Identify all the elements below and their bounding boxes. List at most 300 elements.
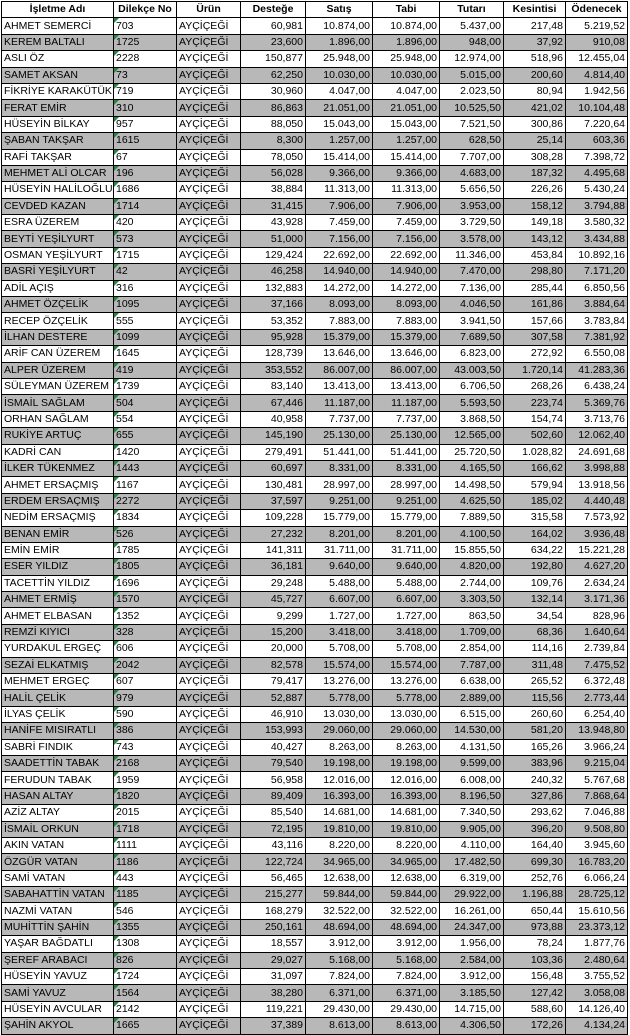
cell-deduction: 37,92 [504,34,566,50]
cell-sales: 12.016,00 [306,772,373,788]
cell-amount: 10.525,50 [440,100,504,116]
cell-deduction: 25,14 [504,133,566,149]
table-row [2,18,628,34]
cell-subject-to: 5.708,00 [373,641,440,657]
cell-support-qty: 145,190 [241,428,306,444]
cell-deduction: 588,60 [504,1001,566,1017]
cell-subject-to: 3.912,00 [373,936,440,952]
cell-deduction: 114,16 [504,641,566,657]
cell-petition-no: 1645 [114,346,177,362]
cell-sales: 19.810,00 [306,821,373,837]
cell-petition-no: 743 [114,739,177,755]
cell-sales: 13.413,00 [306,378,373,394]
cell-product: AYÇİÇEĞİ [177,280,241,296]
cell-deduction: 285,44 [504,280,566,296]
cell-deduction: 293,62 [504,805,566,821]
cell-petition-no: 2272 [114,493,177,509]
cell-product: AYÇİÇEĞİ [177,739,241,755]
cell-support-qty: 36,181 [241,559,306,575]
cell-amount: 4.110,00 [440,837,504,853]
cell-product: AYÇİÇEĞİ [177,510,241,526]
cell-product: AYÇİÇEĞİ [177,51,241,67]
cell-payable: 7.220,64 [566,116,628,132]
cell-petition-no: 1570 [114,592,177,608]
cell-sales: 29.430,00 [306,1001,373,1017]
cell-deduction: 156,48 [504,969,566,985]
cell-amount: 7.340,50 [440,805,504,821]
cell-petition-no: 2015 [114,805,177,821]
table-row [2,690,628,706]
cell-petition-no: 2168 [114,755,177,771]
cell-support-qty: 72,195 [241,821,306,837]
cell-deduction: 1.720,14 [504,362,566,378]
cell-deduction: 1.028,82 [504,444,566,460]
cell-deduction: 157,66 [504,313,566,329]
cell-support-qty: 40,958 [241,411,306,427]
cell-payable: 910,08 [566,34,628,50]
cell-petition-no: 1099 [114,329,177,345]
cell-name: RAFİ TAKŞAR [2,149,114,165]
cell-product: AYÇİÇEĞİ [177,887,241,903]
cell-subject-to: 51.441,00 [373,444,440,460]
cell-subject-to: 8.263,00 [373,739,440,755]
cell-name: İSMAİL SAĞLAM [2,395,114,411]
cell-sales: 8.093,00 [306,297,373,313]
cell-sales: 10.030,00 [306,67,373,83]
cell-petition-no: 386 [114,723,177,739]
cell-subject-to: 9.640,00 [373,559,440,575]
cell-support-qty: 40,427 [241,739,306,755]
cell-petition-no: 1443 [114,460,177,476]
cell-petition-no: 1715 [114,247,177,263]
cell-amount: 7.470,00 [440,264,504,280]
cell-amount: 3.578,00 [440,231,504,247]
cell-payable: 15.221,28 [566,542,628,558]
cell-amount: 14.715,00 [440,1001,504,1017]
cell-amount: 5.015,00 [440,67,504,83]
cell-name: AKIN VATAN [2,837,114,853]
cell-subject-to: 9.366,00 [373,165,440,181]
cell-amount: 7.689,50 [440,329,504,345]
table-body [2,18,628,1034]
cell-amount: 4.165,50 [440,460,504,476]
cell-payable: 2.739,84 [566,641,628,657]
cell-deduction: 518,96 [504,51,566,67]
cell-deduction: 78,24 [504,936,566,952]
cell-product: AYÇİÇEĞİ [177,854,241,870]
cell-deduction: 272,92 [504,346,566,362]
cell-support-qty: 109,228 [241,510,306,526]
cell-petition-no: 310 [114,100,177,116]
cell-deduction: 260,60 [504,706,566,722]
cell-payable: 23.373,12 [566,919,628,935]
cell-subject-to: 25.130,00 [373,428,440,444]
cell-sales: 21.051,00 [306,100,373,116]
cell-payable: 1.877,76 [566,936,628,952]
cell-amount: 5.593,50 [440,395,504,411]
cell-support-qty: 38,884 [241,182,306,198]
cell-sales: 7.156,00 [306,231,373,247]
cell-sales: 34.965,00 [306,854,373,870]
cell-name: BENAN EMİR [2,526,114,542]
cell-subject-to: 11.313,00 [373,182,440,198]
cell-name: AZİZ ALTAY [2,805,114,821]
cell-sales: 7.824,00 [306,969,373,985]
cell-name: ŞEREF ARABACI [2,952,114,968]
cell-subject-to: 8.331,00 [373,460,440,476]
cell-support-qty: 56,958 [241,772,306,788]
table-row [2,428,628,444]
cell-petition-no: 554 [114,411,177,427]
cell-subject-to: 7.824,00 [373,969,440,985]
cell-petition-no: 1352 [114,608,177,624]
cell-deduction: 307,58 [504,329,566,345]
cell-support-qty: 86,863 [241,100,306,116]
cell-support-qty: 353,552 [241,362,306,378]
cell-subject-to: 8.220,00 [373,837,440,853]
cell-subject-to: 3.418,00 [373,624,440,640]
cell-support-qty: 37,597 [241,493,306,509]
cell-product: AYÇİÇEĞİ [177,575,241,591]
cell-payable: 7.398,72 [566,149,628,165]
cell-subject-to: 25.948,00 [373,51,440,67]
cell-sales: 1.896,00 [306,34,373,50]
cell-name: REMZİ KIYICI [2,624,114,640]
cell-sales: 10.874,00 [306,18,373,34]
cell-amount: 29.922,00 [440,887,504,903]
table-row [2,608,628,624]
cell-sales: 28.997,00 [306,477,373,493]
cell-petition-no: 1714 [114,198,177,214]
cell-payable: 3.998,88 [566,460,628,476]
cell-deduction: 187,32 [504,165,566,181]
table-row [2,559,628,575]
cell-amount: 863,50 [440,608,504,624]
cell-subject-to: 12.638,00 [373,870,440,886]
cell-support-qty: 78,050 [241,149,306,165]
cell-deduction: 502,60 [504,428,566,444]
cell-deduction: 154,74 [504,411,566,427]
cell-payable: 24.691,68 [566,444,628,460]
cell-name: BASRİ YEŞİLYURT [2,264,114,280]
cell-payable: 3.936,48 [566,526,628,542]
cell-amount: 2.584,00 [440,952,504,968]
cell-product: AYÇİÇEĞİ [177,526,241,542]
cell-subject-to: 5.778,00 [373,690,440,706]
cell-support-qty: 85,540 [241,805,306,821]
cell-subject-to: 6.371,00 [373,985,440,1001]
table-row [2,100,628,116]
cell-name: MEHMET ALİ OLCAR [2,165,114,181]
cell-deduction: 240,32 [504,772,566,788]
cell-deduction: 172,26 [504,1018,566,1034]
cell-subject-to: 1.727,00 [373,608,440,624]
table-row [2,444,628,460]
cell-amount: 1.956,00 [440,936,504,952]
cell-deduction: 143,12 [504,231,566,247]
cell-product: AYÇİÇEĞİ [177,772,241,788]
cell-payable: 5.430,24 [566,182,628,198]
cell-sales: 8.613,00 [306,1018,373,1034]
cell-sales: 48.694,00 [306,919,373,935]
cell-name: ASLI ÖZ [2,51,114,67]
cell-subject-to: 8.613,00 [373,1018,440,1034]
cell-support-qty: 60,981 [241,18,306,34]
cell-support-qty: 132,883 [241,280,306,296]
cell-product: AYÇİÇEĞİ [177,641,241,657]
cell-product: AYÇİÇEĞİ [177,755,241,771]
cell-support-qty: 119,221 [241,1001,306,1017]
cell-subject-to: 21.051,00 [373,100,440,116]
cell-support-qty: 29,248 [241,575,306,591]
cell-petition-no: 504 [114,395,177,411]
cell-support-qty: 20,000 [241,641,306,657]
table-row [2,280,628,296]
cell-name: KEREM BALTALI [2,34,114,50]
cell-product: AYÇİÇEĞİ [177,657,241,673]
cell-payable: 9.508,80 [566,821,628,837]
cell-sales: 5.708,00 [306,641,373,657]
cell-amount: 5.656,50 [440,182,504,198]
cell-support-qty: 56,028 [241,165,306,181]
cell-amount: 17.482,50 [440,854,504,870]
cell-sales: 11.313,00 [306,182,373,198]
cell-payable: 603,36 [566,133,628,149]
cell-sales: 7.883,00 [306,313,373,329]
cell-support-qty: 82,578 [241,657,306,673]
table-row [2,788,628,804]
cell-name: EMİN EMİR [2,542,114,558]
cell-amount: 6.638,00 [440,674,504,690]
cell-petition-no: 42 [114,264,177,280]
cell-petition-no: 1185 [114,887,177,903]
cell-subject-to: 1.896,00 [373,34,440,50]
cell-sales: 9.640,00 [306,559,373,575]
cell-subject-to: 6.607,00 [373,592,440,608]
cell-product: AYÇİÇEĞİ [177,493,241,509]
cell-petition-no: 1420 [114,444,177,460]
cell-amount: 2.889,00 [440,690,504,706]
table-row [2,919,628,935]
table-row [2,1018,628,1034]
cell-amount: 4.820,00 [440,559,504,575]
cell-amount: 4.046,50 [440,297,504,313]
cell-subject-to: 1.257,00 [373,133,440,149]
cell-sales: 3.418,00 [306,624,373,640]
cell-support-qty: 38,280 [241,985,306,1001]
cell-petition-no: 1308 [114,936,177,952]
cell-subject-to: 15.574,00 [373,657,440,673]
cell-amount: 3.185,50 [440,985,504,1001]
cell-amount: 7.136,00 [440,280,504,296]
cell-payable: 1.640,64 [566,624,628,640]
cell-payable: 2.634,24 [566,575,628,591]
cell-petition-no: 316 [114,280,177,296]
cell-support-qty: 130,481 [241,477,306,493]
table-row [2,297,628,313]
cell-product: AYÇİÇEĞİ [177,477,241,493]
cell-payable: 5.369,76 [566,395,628,411]
cell-amount: 3.941,50 [440,313,504,329]
table-row [2,706,628,722]
cell-subject-to: 14.272,00 [373,280,440,296]
cell-name: BEYTİ YEŞİLYURT [2,231,114,247]
cell-product: AYÇİÇEĞİ [177,198,241,214]
cell-name: MEHMET ERGEÇ [2,674,114,690]
cell-support-qty: 31,097 [241,969,306,985]
cell-amount: 5.437,00 [440,18,504,34]
cell-deduction: 68,36 [504,624,566,640]
column-header-subject-to: Tabi [373,2,440,18]
cell-deduction: 327,86 [504,788,566,804]
table-row [2,247,628,263]
cell-payable: 13.918,56 [566,477,628,493]
cell-payable: 15.610,56 [566,903,628,919]
cell-product: AYÇİÇEĞİ [177,837,241,853]
cell-sales: 19.198,00 [306,755,373,771]
cell-product: AYÇİÇEĞİ [177,149,241,165]
cell-subject-to: 15.414,00 [373,149,440,165]
table-row [2,51,628,67]
table-row [2,887,628,903]
cell-sales: 8.263,00 [306,739,373,755]
cell-name: TACETTİN YILDIZ [2,575,114,591]
cell-support-qty: 45,727 [241,592,306,608]
cell-petition-no: 1805 [114,559,177,575]
cell-sales: 7.737,00 [306,411,373,427]
cell-payable: 7.046,88 [566,805,628,821]
cell-deduction: 192,80 [504,559,566,575]
cell-sales: 29.060,00 [306,723,373,739]
cell-deduction: 164,02 [504,526,566,542]
cell-sales: 8.201,00 [306,526,373,542]
cell-sales: 31.711,00 [306,542,373,558]
cell-subject-to: 7.883,00 [373,313,440,329]
cell-sales: 15.574,00 [306,657,373,673]
cell-payable: 5.767,68 [566,772,628,788]
cell-amount: 7.787,00 [440,657,504,673]
cell-name: HASAN ALTAY [2,788,114,804]
cell-support-qty: 122,724 [241,854,306,870]
cell-payable: 7.868,64 [566,788,628,804]
cell-product: AYÇİÇEĞİ [177,165,241,181]
cell-payable: 7.381,92 [566,329,628,345]
cell-payable: 3.783,84 [566,313,628,329]
cell-amount: 2.744,00 [440,575,504,591]
cell-support-qty: 153,993 [241,723,306,739]
cell-product: AYÇİÇEĞİ [177,247,241,263]
cell-name: SEZAİ ELKATMIŞ [2,657,114,673]
column-header-payable: Ödenecek [566,2,628,18]
cell-subject-to: 19.810,00 [373,821,440,837]
cell-subject-to: 7.156,00 [373,231,440,247]
cell-name: YAŞAR BAĞDATLI [2,936,114,952]
cell-petition-no: 73 [114,67,177,83]
cell-amount: 4.625,50 [440,493,504,509]
cell-amount: 3.912,00 [440,969,504,985]
cell-amount: 4.100,50 [440,526,504,542]
cell-payable: 9.215,04 [566,755,628,771]
cell-petition-no: 606 [114,641,177,657]
cell-support-qty: 9,299 [241,608,306,624]
cell-amount: 11.346,00 [440,247,504,263]
cell-name: İSMAİL ORKUN [2,821,114,837]
cell-amount: 4.306,50 [440,1018,504,1034]
cell-product: AYÇİÇEĞİ [177,411,241,427]
cell-sales: 15.414,00 [306,149,373,165]
cell-product: AYÇİÇEĞİ [177,231,241,247]
table-row [2,870,628,886]
cell-subject-to: 7.459,00 [373,215,440,231]
table-row [2,592,628,608]
cell-name: SAADETTİN TABAK [2,755,114,771]
cell-support-qty: 23,600 [241,34,306,50]
cell-subject-to: 15.779,00 [373,510,440,526]
cell-product: AYÇİÇEĞİ [177,903,241,919]
column-header-name: İşletme Adı [2,2,114,18]
cell-payable: 6.254,40 [566,706,628,722]
cell-amount: 3.953,00 [440,198,504,214]
cell-subject-to: 48.694,00 [373,919,440,935]
cell-support-qty: 29,027 [241,952,306,968]
cell-deduction: 200,60 [504,67,566,83]
cell-subject-to: 31.711,00 [373,542,440,558]
cell-sales: 22.692,00 [306,247,373,263]
cell-subject-to: 4.047,00 [373,83,440,99]
cell-payable: 13.948,80 [566,723,628,739]
cell-support-qty: 279,491 [241,444,306,460]
cell-deduction: 132,14 [504,592,566,608]
cell-deduction: 396,20 [504,821,566,837]
cell-subject-to: 13.030,00 [373,706,440,722]
cell-petition-no: 2228 [114,51,177,67]
cell-subject-to: 34.965,00 [373,854,440,870]
table-row [2,477,628,493]
cell-payable: 4.627,20 [566,559,628,575]
cell-support-qty: 60,697 [241,460,306,476]
cell-sales: 13.030,00 [306,706,373,722]
cell-product: AYÇİÇEĞİ [177,444,241,460]
table-row [2,133,628,149]
cell-support-qty: 37,166 [241,297,306,313]
cell-product: AYÇİÇEĞİ [177,378,241,394]
cell-amount: 2.854,00 [440,641,504,657]
cell-name: HÜSEYİN BİLKAY [2,116,114,132]
cell-amount: 6.706,50 [440,378,504,394]
cell-amount: 628,50 [440,133,504,149]
cell-name: ORHAN SAĞLAM [2,411,114,427]
cell-subject-to: 32.522,00 [373,903,440,919]
table-row [2,182,628,198]
cell-deduction: 115,56 [504,690,566,706]
cell-product: AYÇİÇEĞİ [177,182,241,198]
cell-petition-no: 526 [114,526,177,542]
cell-product: AYÇİÇEĞİ [177,723,241,739]
cell-product: AYÇİÇEĞİ [177,969,241,985]
cell-deduction: 217,48 [504,18,566,34]
cell-sales: 11.187,00 [306,395,373,411]
cell-deduction: 161,86 [504,297,566,313]
cell-name: SAMET AKSAN [2,67,114,83]
cell-name: HANİFE MISIRATLI [2,723,114,739]
cell-product: AYÇİÇEĞİ [177,1018,241,1034]
cell-product: AYÇİÇEĞİ [177,329,241,345]
cell-support-qty: 128,739 [241,346,306,362]
cell-petition-no: 1696 [114,575,177,591]
table-row [2,805,628,821]
cell-support-qty: 79,417 [241,674,306,690]
cell-petition-no: 1686 [114,182,177,198]
